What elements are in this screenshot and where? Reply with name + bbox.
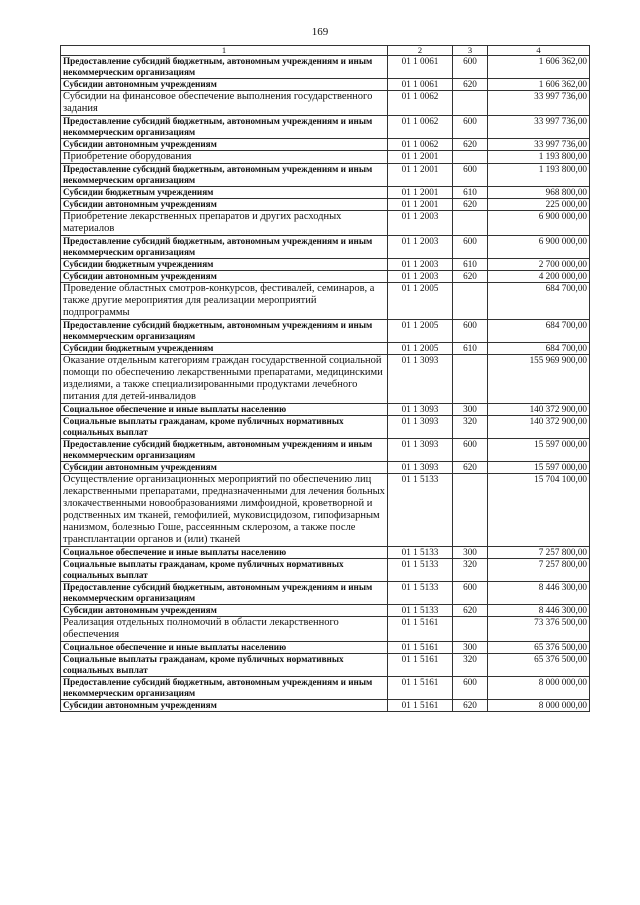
row-type: 600: [453, 439, 488, 462]
header-col-1: 1: [61, 46, 388, 56]
row-code: 01 1 5161: [388, 677, 453, 700]
row-code: 01 1 2005: [388, 343, 453, 355]
row-sum: 7 257 800,00: [488, 559, 590, 582]
row-sum: 684 700,00: [488, 283, 590, 320]
row-sum: 65 376 500,00: [488, 642, 590, 654]
table-row: [61, 139, 590, 151]
row-sum: 1 606 362,00: [488, 56, 590, 79]
row-type: [453, 283, 488, 320]
row-type: 620: [453, 605, 488, 617]
row-type: [453, 355, 488, 404]
row-code: 01 1 5133: [388, 547, 453, 559]
row-code: 01 1 2003: [388, 259, 453, 271]
row-sum: 684 700,00: [488, 343, 590, 355]
row-code: 01 1 5161: [388, 642, 453, 654]
row-name: Социальное обеспечение и иные выплаты населению: [61, 404, 388, 416]
row-name: Проведение областных смотров-конкурсов, фестивалей, семинаров, а также другие мероприятия для реализации мероприятий подпрограммы: [61, 283, 388, 320]
row-code: 01 1 2005: [388, 320, 453, 343]
row-code: 01 1 5133: [388, 582, 453, 605]
row-sum: 8 446 300,00: [488, 605, 590, 617]
row-code: 01 1 2005: [388, 283, 453, 320]
row-sum: 8 000 000,00: [488, 700, 590, 712]
row-name: Субсидии бюджетным учреждениям: [61, 259, 388, 271]
row-name: Реализация отдельных полномочий в области лекарственного обеспечения: [61, 617, 388, 642]
table-row: [61, 404, 590, 416]
row-name: Социальное обеспечение и иные выплаты населению: [61, 547, 388, 559]
table-row: [61, 320, 590, 343]
row-type: [453, 474, 488, 547]
row-code: 01 1 2003: [388, 271, 453, 283]
row-name: Предоставление субсидий бюджетным, автономным учреждениям и иным некоммерческим организациям: [61, 320, 388, 343]
table-row: [61, 677, 590, 700]
row-code: 01 1 5133: [388, 605, 453, 617]
row-type: [453, 211, 488, 236]
row-sum: 8 000 000,00: [488, 677, 590, 700]
row-code: 01 1 3093: [388, 355, 453, 404]
row-type: 620: [453, 271, 488, 283]
row-name: Предоставление субсидий бюджетным, автономным учреждениям и иным некоммерческим организациям: [61, 56, 388, 79]
row-type: 600: [453, 164, 488, 187]
row-sum: 140 372 900,00: [488, 416, 590, 439]
row-code: 01 1 0062: [388, 139, 453, 151]
table-row: [61, 91, 590, 116]
row-type: 300: [453, 547, 488, 559]
row-sum: 6 900 000,00: [488, 211, 590, 236]
row-type: [453, 91, 488, 116]
table-row: [61, 700, 590, 712]
table-row: [61, 439, 590, 462]
row-code: 01 1 0061: [388, 79, 453, 91]
table-row: [61, 642, 590, 654]
table-row: [61, 617, 590, 642]
table-row: [61, 259, 590, 271]
row-name: Субсидии автономным учреждениям: [61, 139, 388, 151]
table-row: [61, 164, 590, 187]
row-type: 320: [453, 654, 488, 677]
table-row: [61, 559, 590, 582]
row-sum: 15 597 000,00: [488, 439, 590, 462]
row-type: 620: [453, 139, 488, 151]
row-code: 01 1 5161: [388, 654, 453, 677]
row-type: 600: [453, 677, 488, 700]
row-type: 600: [453, 320, 488, 343]
table-row: [61, 271, 590, 283]
row-type: 600: [453, 236, 488, 259]
row-sum: 225 000,00: [488, 199, 590, 211]
row-sum: 1 193 800,00: [488, 151, 590, 164]
row-sum: 33 997 736,00: [488, 139, 590, 151]
row-name: Социальное обеспечение и иные выплаты населению: [61, 642, 388, 654]
row-name: Субсидии автономным учреждениям: [61, 271, 388, 283]
header-col-4: 4: [488, 46, 590, 56]
row-name: Субсидии на финансовое обеспечение выполнения государственного задания: [61, 91, 388, 116]
row-name: Предоставление субсидий бюджетным, автономным учреждениям и иным некоммерческим организациям: [61, 582, 388, 605]
row-name: Субсидии автономным учреждениям: [61, 199, 388, 211]
row-type: 610: [453, 343, 488, 355]
table-row: [61, 187, 590, 199]
budget-table: [60, 45, 590, 712]
row-type: 600: [453, 582, 488, 605]
row-code: 01 1 5133: [388, 474, 453, 547]
row-name: Субсидии бюджетным учреждениям: [61, 343, 388, 355]
row-type: 600: [453, 116, 488, 139]
row-code: 01 1 0062: [388, 91, 453, 116]
page-number: 169: [311, 26, 329, 38]
row-type: 320: [453, 559, 488, 582]
row-sum: 33 997 736,00: [488, 91, 590, 116]
row-type: 600: [453, 56, 488, 79]
table-row: [61, 605, 590, 617]
row-code: 01 1 5133: [388, 559, 453, 582]
row-code: 01 1 0061: [388, 56, 453, 79]
row-type: 300: [453, 404, 488, 416]
row-sum: 33 997 736,00: [488, 116, 590, 139]
row-name: Социальные выплаты гражданам, кроме публичных нормативных социальных выплат: [61, 416, 388, 439]
row-name: Предоставление субсидий бюджетным, автономным учреждениям и иным некоммерческим организациям: [61, 677, 388, 700]
row-type: 620: [453, 462, 488, 474]
row-code: 01 1 2001: [388, 187, 453, 199]
row-code: 01 1 5161: [388, 700, 453, 712]
row-code: 01 1 5161: [388, 617, 453, 642]
row-name: Предоставление субсидий бюджетным, автономным учреждениям и иным некоммерческим организациям: [61, 164, 388, 187]
row-name: Социальные выплаты гражданам, кроме публичных нормативных социальных выплат: [61, 654, 388, 677]
row-code: 01 1 3093: [388, 439, 453, 462]
row-type: 610: [453, 187, 488, 199]
header-col-3: 3: [453, 46, 488, 56]
table-row: [61, 547, 590, 559]
row-name: Осуществление организационных мероприятий по обеспечению лиц лекарственными препаратами, предназначенными для лечения больных злокачественными новообразованиями лимфоидной, кроветворной и родственных им тканей, гемофилией, муковисцидозом, гипофизарным нанизмом, болезнью Гоше, рассеянным склерозом, а также после трансплантации органов и (или) тканей: [61, 474, 388, 547]
table-row: [61, 343, 590, 355]
row-sum: 968 800,00: [488, 187, 590, 199]
row-sum: 7 257 800,00: [488, 547, 590, 559]
row-name: Приобретение лекарственных препаратов и других расходных материалов: [61, 211, 388, 236]
row-name: Приобретение оборудования: [61, 151, 388, 164]
row-sum: 155 969 900,00: [488, 355, 590, 404]
table-row: [61, 211, 590, 236]
row-name: Субсидии автономным учреждениям: [61, 462, 388, 474]
table-row: [61, 416, 590, 439]
row-code: 01 1 0062: [388, 116, 453, 139]
row-type: 620: [453, 199, 488, 211]
table-row: [61, 462, 590, 474]
row-name: Субсидии бюджетным учреждениям: [61, 187, 388, 199]
row-sum: 73 376 500,00: [488, 617, 590, 642]
row-name: Предоставление субсидий бюджетным, автономным учреждениям и иным некоммерческим организациям: [61, 236, 388, 259]
row-sum: 15 704 100,00: [488, 474, 590, 547]
row-code: 01 1 2001: [388, 199, 453, 211]
table-row: [61, 151, 590, 164]
row-sum: 4 200 000,00: [488, 271, 590, 283]
table-row: [61, 79, 590, 91]
row-sum: 1 606 362,00: [488, 79, 590, 91]
row-code: 01 1 3093: [388, 462, 453, 474]
table-row: [61, 474, 590, 547]
row-code: 01 1 2003: [388, 211, 453, 236]
row-sum: 8 446 300,00: [488, 582, 590, 605]
row-type: [453, 617, 488, 642]
table-row: [61, 283, 590, 320]
row-name: Предоставление субсидий бюджетным, автономным учреждениям и иным некоммерческим организациям: [61, 439, 388, 462]
table-row: [61, 582, 590, 605]
row-type: 320: [453, 416, 488, 439]
row-name: Оказание отдельным категориям граждан государственной социальной помощи по обеспечению лекарственными препаратами, медицинскими изделиями, а также специализированными продуктами лечебного питания для детей-инвалидов: [61, 355, 388, 404]
row-sum: 140 372 900,00: [488, 404, 590, 416]
row-type: 610: [453, 259, 488, 271]
row-type: [453, 151, 488, 164]
row-name: Социальные выплаты гражданам, кроме публичных нормативных социальных выплат: [61, 559, 388, 582]
row-sum: 2 700 000,00: [488, 259, 590, 271]
row-type: 620: [453, 79, 488, 91]
row-code: 01 1 3093: [388, 404, 453, 416]
table-row: [61, 654, 590, 677]
row-code: 01 1 3093: [388, 416, 453, 439]
row-code: 01 1 2003: [388, 236, 453, 259]
row-sum: 6 900 000,00: [488, 236, 590, 259]
row-sum: 1 193 800,00: [488, 164, 590, 187]
row-code: 01 1 2001: [388, 151, 453, 164]
table-header-row: [61, 46, 590, 56]
table-row: [61, 355, 590, 404]
table-row: [61, 116, 590, 139]
row-name: Субсидии автономным учреждениям: [61, 79, 388, 91]
row-sum: 65 376 500,00: [488, 654, 590, 677]
header-col-2: 2: [388, 46, 453, 56]
row-name: Субсидии автономным учреждениям: [61, 700, 388, 712]
row-type: 300: [453, 642, 488, 654]
row-type: 620: [453, 700, 488, 712]
table-row: [61, 199, 590, 211]
row-name: Субсидии автономным учреждениям: [61, 605, 388, 617]
row-sum: 15 597 000,00: [488, 462, 590, 474]
table-row: [61, 236, 590, 259]
table-row: [61, 56, 590, 79]
row-code: 01 1 2001: [388, 164, 453, 187]
row-name: Предоставление субсидий бюджетным, автономным учреждениям и иным некоммерческим организациям: [61, 116, 388, 139]
row-sum: 684 700,00: [488, 320, 590, 343]
